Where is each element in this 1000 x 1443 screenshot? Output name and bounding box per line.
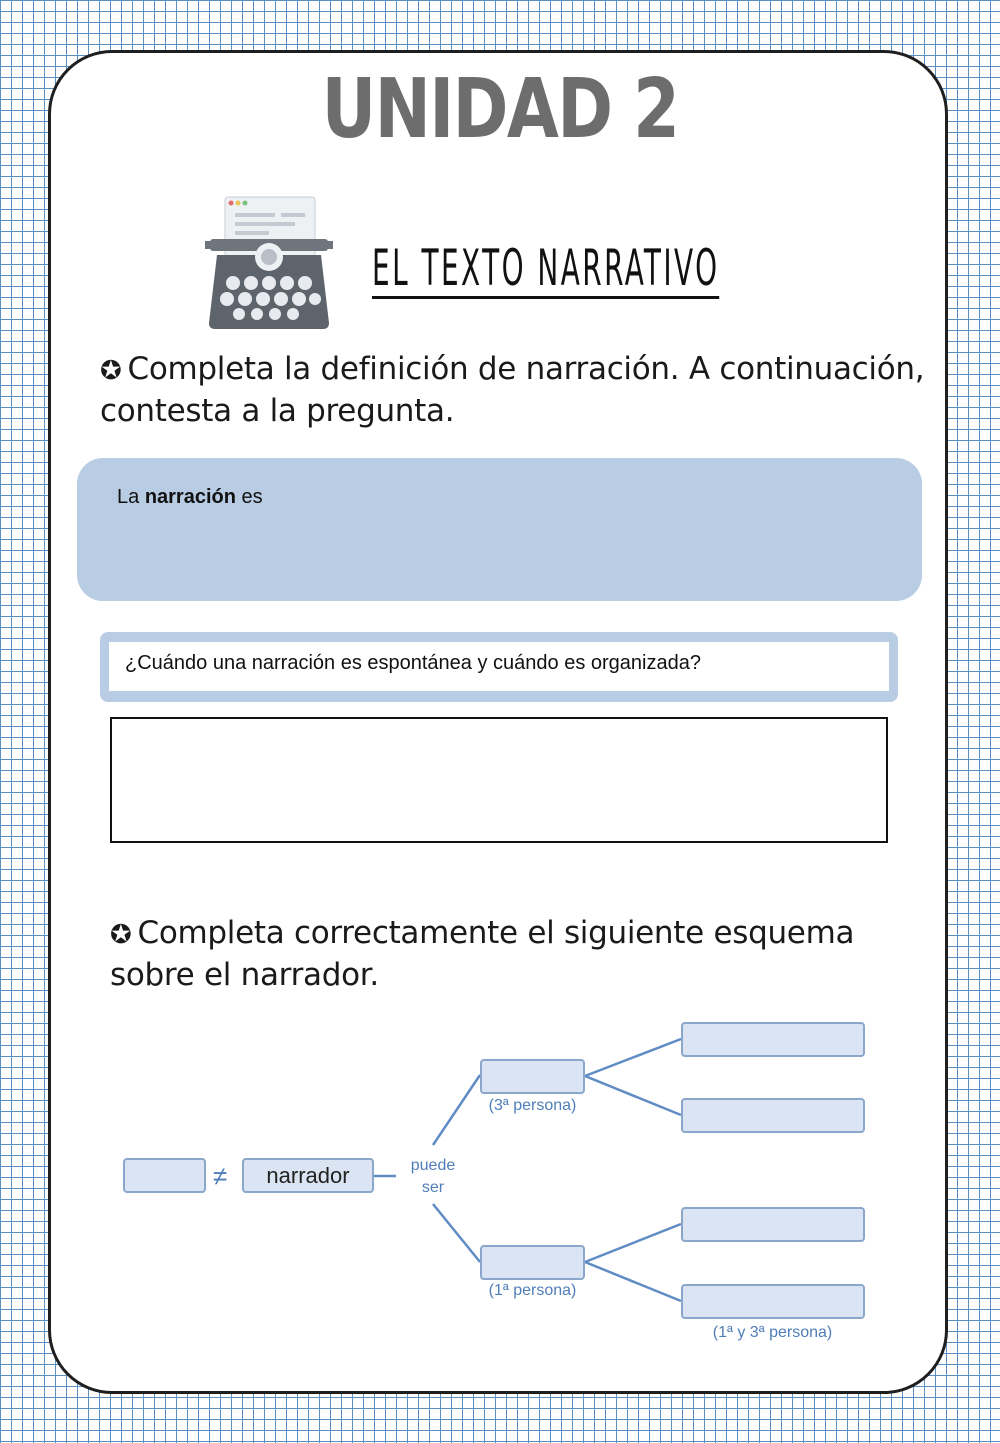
subtype-slot-1[interactable] xyxy=(681,1022,865,1057)
first-person-label: (1ª persona) xyxy=(488,1282,577,1299)
subtype-slot-3[interactable] xyxy=(681,1207,865,1242)
instruction-1-text: Completa la definición de narración. A continuación, contesta a la pregunta. xyxy=(100,351,925,429)
subtype-slot-4[interactable] xyxy=(681,1284,865,1319)
not-equal-sign: ≠ xyxy=(213,1161,228,1191)
subtype-slot-2[interactable] xyxy=(681,1098,865,1133)
star-icon: ✪ xyxy=(100,356,122,386)
connector-label: puede ser xyxy=(410,1157,456,1196)
section-subtitle: EL TEXTO NARRATIVO xyxy=(372,239,720,297)
star-icon: ✪ xyxy=(110,920,132,950)
definition-prefix: La xyxy=(117,486,145,508)
instruction-2-text: Completa correctamente el siguiente esquema sobre el narrador. xyxy=(110,915,855,993)
unit-title: UNIDAD 2 xyxy=(321,62,679,157)
narrator-box: narrador xyxy=(242,1158,374,1193)
narrator-type-slot-2[interactable] xyxy=(480,1245,585,1280)
both-persons-label: (1ª y 3ª persona) xyxy=(712,1324,833,1341)
author-slot[interactable] xyxy=(123,1158,206,1193)
third-person-label: (3ª persona) xyxy=(488,1097,577,1114)
definition-suffix: es xyxy=(235,486,263,508)
question-text: ¿Cuándo una narración es espontánea y cuándo es organizada? xyxy=(109,642,889,691)
definition-keyword: narración xyxy=(144,486,236,508)
narrator-type-slot-1[interactable] xyxy=(480,1059,585,1094)
